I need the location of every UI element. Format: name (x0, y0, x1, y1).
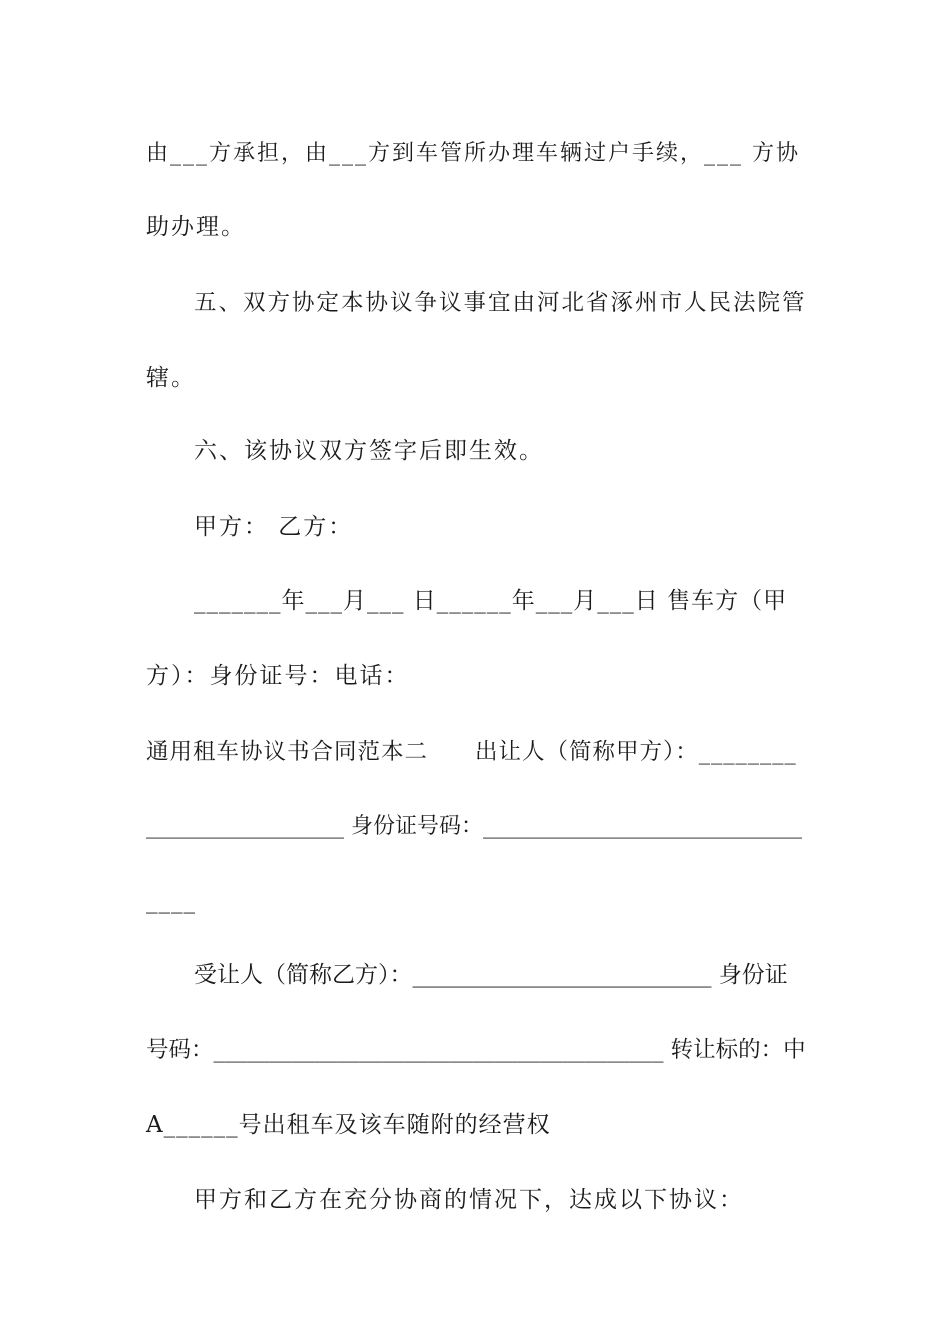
clause-five-line-2: 辖。 (146, 365, 196, 391)
paragraph-line-2: 助办理。 (146, 214, 246, 240)
seller-id-phone: 方）：身份证号：电话： (146, 663, 410, 689)
transferor-id-continuation: ____ (146, 888, 196, 914)
clause-five-line-1: 五、双方协定本协议争议事宜由河北省涿州市人民法院管 (194, 290, 807, 316)
date-seller-line: _______年___月___ 日______年___月___日 售车方（甲 (194, 588, 788, 614)
transferor-id-line: __________________ 身份证号码：_____________________________ (146, 814, 802, 839)
template-title-transferor: 通用租车协议书合同范本二 出让人（简称甲方）：________ (146, 739, 797, 765)
clause-six: 六、该协议双方签字后即生效。 (194, 438, 544, 464)
transferee-line: 受让人（简称乙方）：__________________________ 身份证 (194, 962, 788, 988)
transferee-id-subject-line: 号码：________________________________________ 转让标的：中 (146, 1037, 806, 1063)
signature-parties: 甲方： 乙方： (194, 514, 354, 540)
agreement-intro: 甲方和乙方在充分协商的情况下，达成以下协议： (194, 1187, 744, 1213)
paragraph-line-1: 由___方承担，由___方到车管所办理车辆过户手续，___ 方协 (146, 141, 800, 166)
taxi-number-line: A______号出租车及该车随附的经营权 (146, 1112, 551, 1138)
